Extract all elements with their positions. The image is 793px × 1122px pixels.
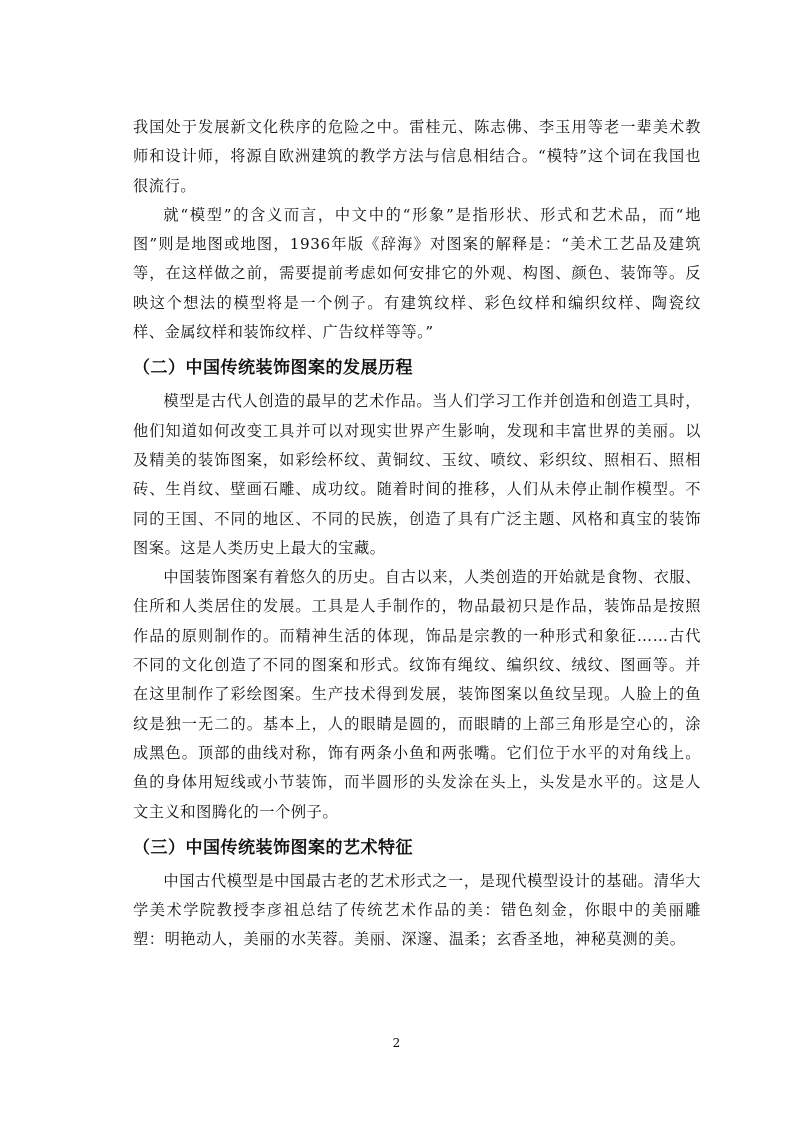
page-number: 2 <box>392 1036 401 1050</box>
paragraph-continued: 我国处于发展新文化秩序的危险之中。雷桂元、陈志佛、李玉用等老一辈美术教师和设计师，将源自欧洲建筑的教学方法与信息相结合。“模特”这个词在我国也很流行。 <box>133 118 701 195</box>
document-body <box>133 113 701 955</box>
paragraph-history: 中国装饰图案有着悠久的历史。自古以来，人类创造的开始就是食物、衣服、住所和人类居住的发展。工具是人手制作的，物品最初只是作品，装饰品是按照作品的原则制作的。而精神生活的体现，饰品是宗教的一种形式和象征……古代不同的文化创造了不同的图案和形式。纹饰有绳纹、编织纹、绒纹、图画等。并在这里制作了彩绘图案。生产技术得到发展，装饰图案以鱼纹呈现。人脸上的鱼纹是独一无二的。基本上，人的眼睛是圆的，而眼睛的上部三角形是空心的，涂成黑色。顶部的曲线对称，饰有两条小鱼和两张嘴。它们位于水平的对角线上。鱼的身体用短线或小节装饰，而半圆形的头发涂在头上，头发是水平的。这是人文主义和图腾化的一个例子。 <box>133 568 701 821</box>
section-heading-development: （二）中国传统装饰图案的发展历程 <box>133 358 413 379</box>
section-heading-features: （三）中国传统装饰图案的艺术特征 <box>133 837 413 858</box>
paragraph-art-features: 中国古代模型是中国最古老的艺术形式之一，是现代模型设计的基础。清华大学美术学院教授李彦祖总结了传统艺术作品的美：错色刻金，你眼中的美丽雕塑：明艳动人，美丽的水芙蓉。美丽、深邃、温柔；玄香圣地，神秘莫测的美。 <box>133 871 701 949</box>
paragraph-model-meaning: 就“模型”的含义而言，中文中的“形象”是指形状、形式和艺术品，而“地图”则是地图或地图，1936年版《辞海》对图案的解释是：“美术工艺品及建筑等，在这样做之前，需要提前考虑如何安排它的外观、构图、颜色、装饰等。反映这个想法的模型将是一个例子。有建筑纹样、彩色纹样和编织纹样、陶瓷纹样、金属纹样和装饰纹样、广告纹样等等。” <box>133 205 701 342</box>
paragraph-ancient-models: 模型是古代人创造的最早的艺术作品。当人们学习工作并创造和创造工具时，他们知道如何改变工具并可以对现实世界产生影响，发现和丰富世界的美丽。以及精美的装饰图案，如彩绘杯纹、黄铜纹、玉纹、喷纹、彩织纹、照相石、照相砖、生肖纹、壁画石雕、成功纹。随着时间的推移，人们从未停止制作模型。不同的王国、不同的地区、不同的民族，创造了具有广泛主题、风格和真宝的装饰图案。这是人类历史上最大的宝藏。 <box>133 392 701 557</box>
